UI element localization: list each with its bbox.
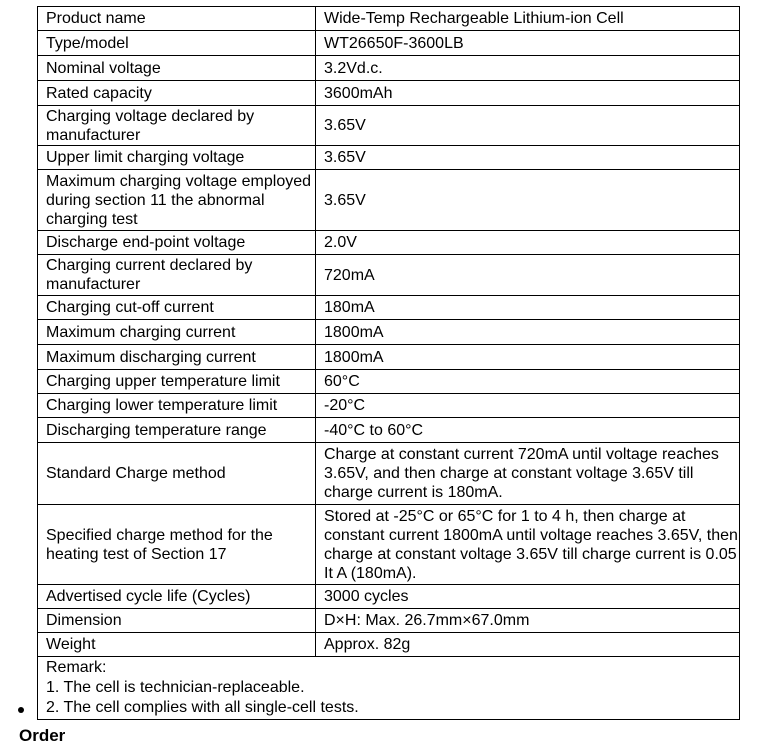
row-label: Standard Charge method — [38, 443, 316, 505]
row-value: 1800mA — [316, 345, 740, 370]
row-label: Nominal voltage — [38, 56, 316, 81]
row-label: Rated capacity — [38, 81, 316, 106]
row-value: 720mA — [316, 255, 740, 296]
row-value: 3.2Vd.c. — [316, 56, 740, 81]
table-row — [38, 255, 740, 296]
row-label: Dimension — [38, 609, 316, 633]
remark-row — [38, 657, 740, 720]
table-row — [38, 106, 740, 146]
row-value: Approx. 82g — [316, 633, 740, 657]
table-row — [38, 7, 740, 31]
row-label: Maximum charging voltage employed during section 11 the abnormal charging test — [38, 170, 316, 231]
row-label: Charging voltage declared by manufacturer — [38, 106, 316, 146]
table-row — [38, 146, 740, 170]
row-value: 1800mA — [316, 320, 740, 345]
row-value: WT26650F-3600LB — [316, 31, 740, 56]
row-label: Charging current declared by manufacturer — [38, 255, 316, 296]
row-label: Product name — [38, 7, 316, 31]
row-value: 60°C — [316, 370, 740, 394]
table-row — [38, 418, 740, 443]
row-value: Wide-Temp Rechargeable Lithium-ion Cell — [316, 7, 740, 31]
row-value: -20°C — [316, 394, 740, 418]
table-row — [38, 56, 740, 81]
table-row — [38, 633, 740, 657]
table-row — [38, 31, 740, 56]
remark-title: Remark: — [46, 659, 107, 676]
row-label: Weight — [38, 633, 316, 657]
row-value: -40°C to 60°C — [316, 418, 740, 443]
row-value: 3600mAh — [316, 81, 740, 106]
row-value: Stored at -25°C or 65°C for 1 to 4 h, then charge at constant current 1800mA until voltage reaches 3.65V, then charge at constant voltage 3.65V till charge current is 0.05 It A (180mA). — [316, 505, 740, 585]
row-label: Type/model — [38, 31, 316, 56]
row-value: 3.65V — [316, 106, 740, 146]
table-row — [38, 170, 740, 231]
table-row — [38, 231, 740, 255]
row-label: Discharging temperature range — [38, 418, 316, 443]
remark-cell — [38, 657, 740, 720]
specification-table-body — [38, 7, 740, 720]
row-label: Maximum discharging current — [38, 345, 316, 370]
row-value: 2.0V — [316, 231, 740, 255]
remark-line: 1. The cell is technician-replaceable. — [46, 679, 305, 696]
table-row — [38, 81, 740, 106]
row-label: Charging cut-off current — [38, 296, 316, 320]
specification-table — [37, 6, 740, 720]
table-row — [38, 609, 740, 633]
row-label: Advertised cycle life (Cycles) — [38, 585, 316, 609]
row-value: D×H: Max. 26.7mm×67.0mm — [316, 609, 740, 633]
row-label: Maximum charging current — [38, 320, 316, 345]
remark-line: 2. The cell complies with all single-cell tests. — [46, 699, 359, 716]
row-value: 3000 cycles — [316, 585, 740, 609]
row-label: Charging lower temperature limit — [38, 394, 316, 418]
table-row — [38, 585, 740, 609]
row-label: Specified charge method for the heating test of Section 17 — [38, 505, 316, 585]
row-label: Charging upper temperature limit — [38, 370, 316, 394]
row-label: Discharge end-point voltage — [38, 231, 316, 255]
table-row — [38, 394, 740, 418]
row-value: 3.65V — [316, 170, 740, 231]
table-row — [38, 345, 740, 370]
row-label: Upper limit charging voltage — [38, 146, 316, 170]
table-row — [38, 320, 740, 345]
row-value: Charge at constant current 720mA until voltage reaches 3.65V, and then charge at constant voltage 3.65V till charge current is 180mA. — [316, 443, 740, 505]
section-heading: Order — [19, 726, 66, 745]
table-row — [38, 443, 740, 505]
table-row — [38, 370, 740, 394]
row-value: 3.65V — [316, 146, 740, 170]
table-row — [38, 296, 740, 320]
row-value: 180mA — [316, 296, 740, 320]
bullet-icon — [18, 707, 24, 713]
table-row — [38, 505, 740, 585]
